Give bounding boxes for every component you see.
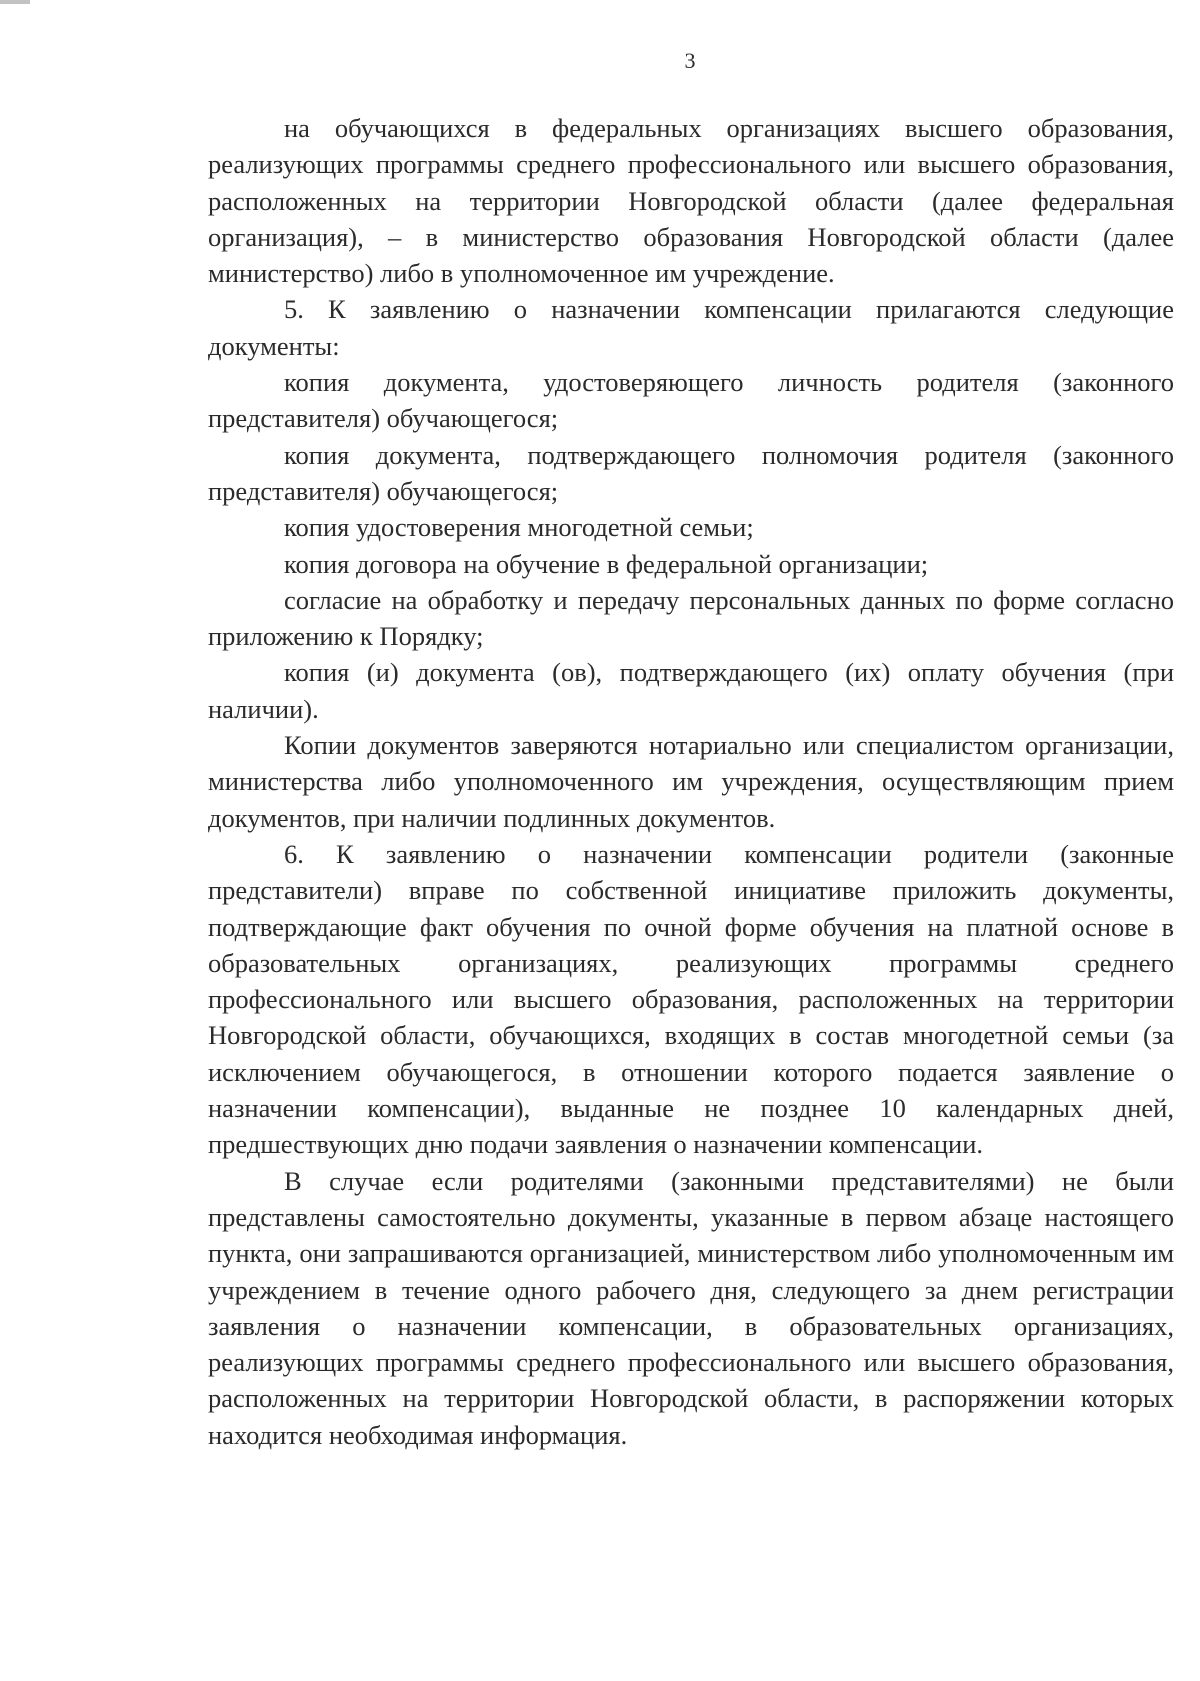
- paragraph-continuation: на обучающихся в федеральных организациях высшего образования, реализующих программы среднего профессионального или высшего образования, расположенных на территории Новгородской области (далее федеральная организация), – в министерство образования Новгородской области (далее министерство) либо в уполномоченное им учреждение.: [208, 113, 1174, 289]
- page-number: 3: [684, 48, 696, 73]
- list-item-large-family-certificate: копия удостоверения многодетной семьи;: [284, 512, 754, 543]
- paragraph-item-5: 5. К заявлению о назначении компенсации прилагаются следующие документы:: [208, 294, 1174, 361]
- document-body: [208, 110, 1174, 1453]
- paragraph-certification: Копии документов заверяются нотариально или специалистом организации, министерства либо уполномоченного им учреждения, осуществляющим прием документов, при наличии подлинных документов.: [208, 730, 1174, 833]
- list-item-personal-data-consent: согласие на обработку и передачу персональных данных по форме согласно приложению к Порядку;: [208, 584, 1174, 652]
- paragraph-request-procedure: В случае если родителями (законными представителями) не были представлены самостоятельно документы, указанные в первом абзаце настоящего пункта, они запрашиваются организацией, министерством либо уполномоченным им учреждением в течение одного рабочего дня, следующего за днем регистрации заявления о назначении компенсации, в образовательных организациях, реализующих программы среднего профессионального или высшего образования, расположенных на территории Новгородской области, в распоряжении которых находится необходимая информация.: [208, 1165, 1174, 1450]
- scan-corner-mark: [0, 0, 30, 4]
- list-item-payment-documents: копия (и) документа (ов), подтверждающего (их) оплату обучения (при наличии).: [208, 657, 1174, 724]
- list-item-identity-copy: копия документа, удостоверяющего личность родителя (законного представителя) обучающегося;: [208, 367, 1174, 434]
- list-item-education-contract: копия договора на обучение в федеральной организации;: [284, 548, 929, 579]
- list-item-authority-copy: копия документа, подтверждающего полномочия родителя (законного представителя) обучающегося;: [208, 439, 1174, 506]
- paragraph-item-6: 6. К заявлению о назначении компенсации родители (законные представители) вправе по собственной инициативе приложить документы, подтверждающие факт обучения по очной форме обучения на платной основе в образовательных организациях, реализующих программы среднего профессионального или высшего образования, расположенных на территории Новгородской области, обучающихся, входящих в состав многодетной семьи (за исключением обучающегося, в отношении которого подается заявление о назначении компенсации), выданные не позднее 10 календарных дней, предшествующих дню подачи заявления о назначении компенсации.: [208, 838, 1174, 1160]
